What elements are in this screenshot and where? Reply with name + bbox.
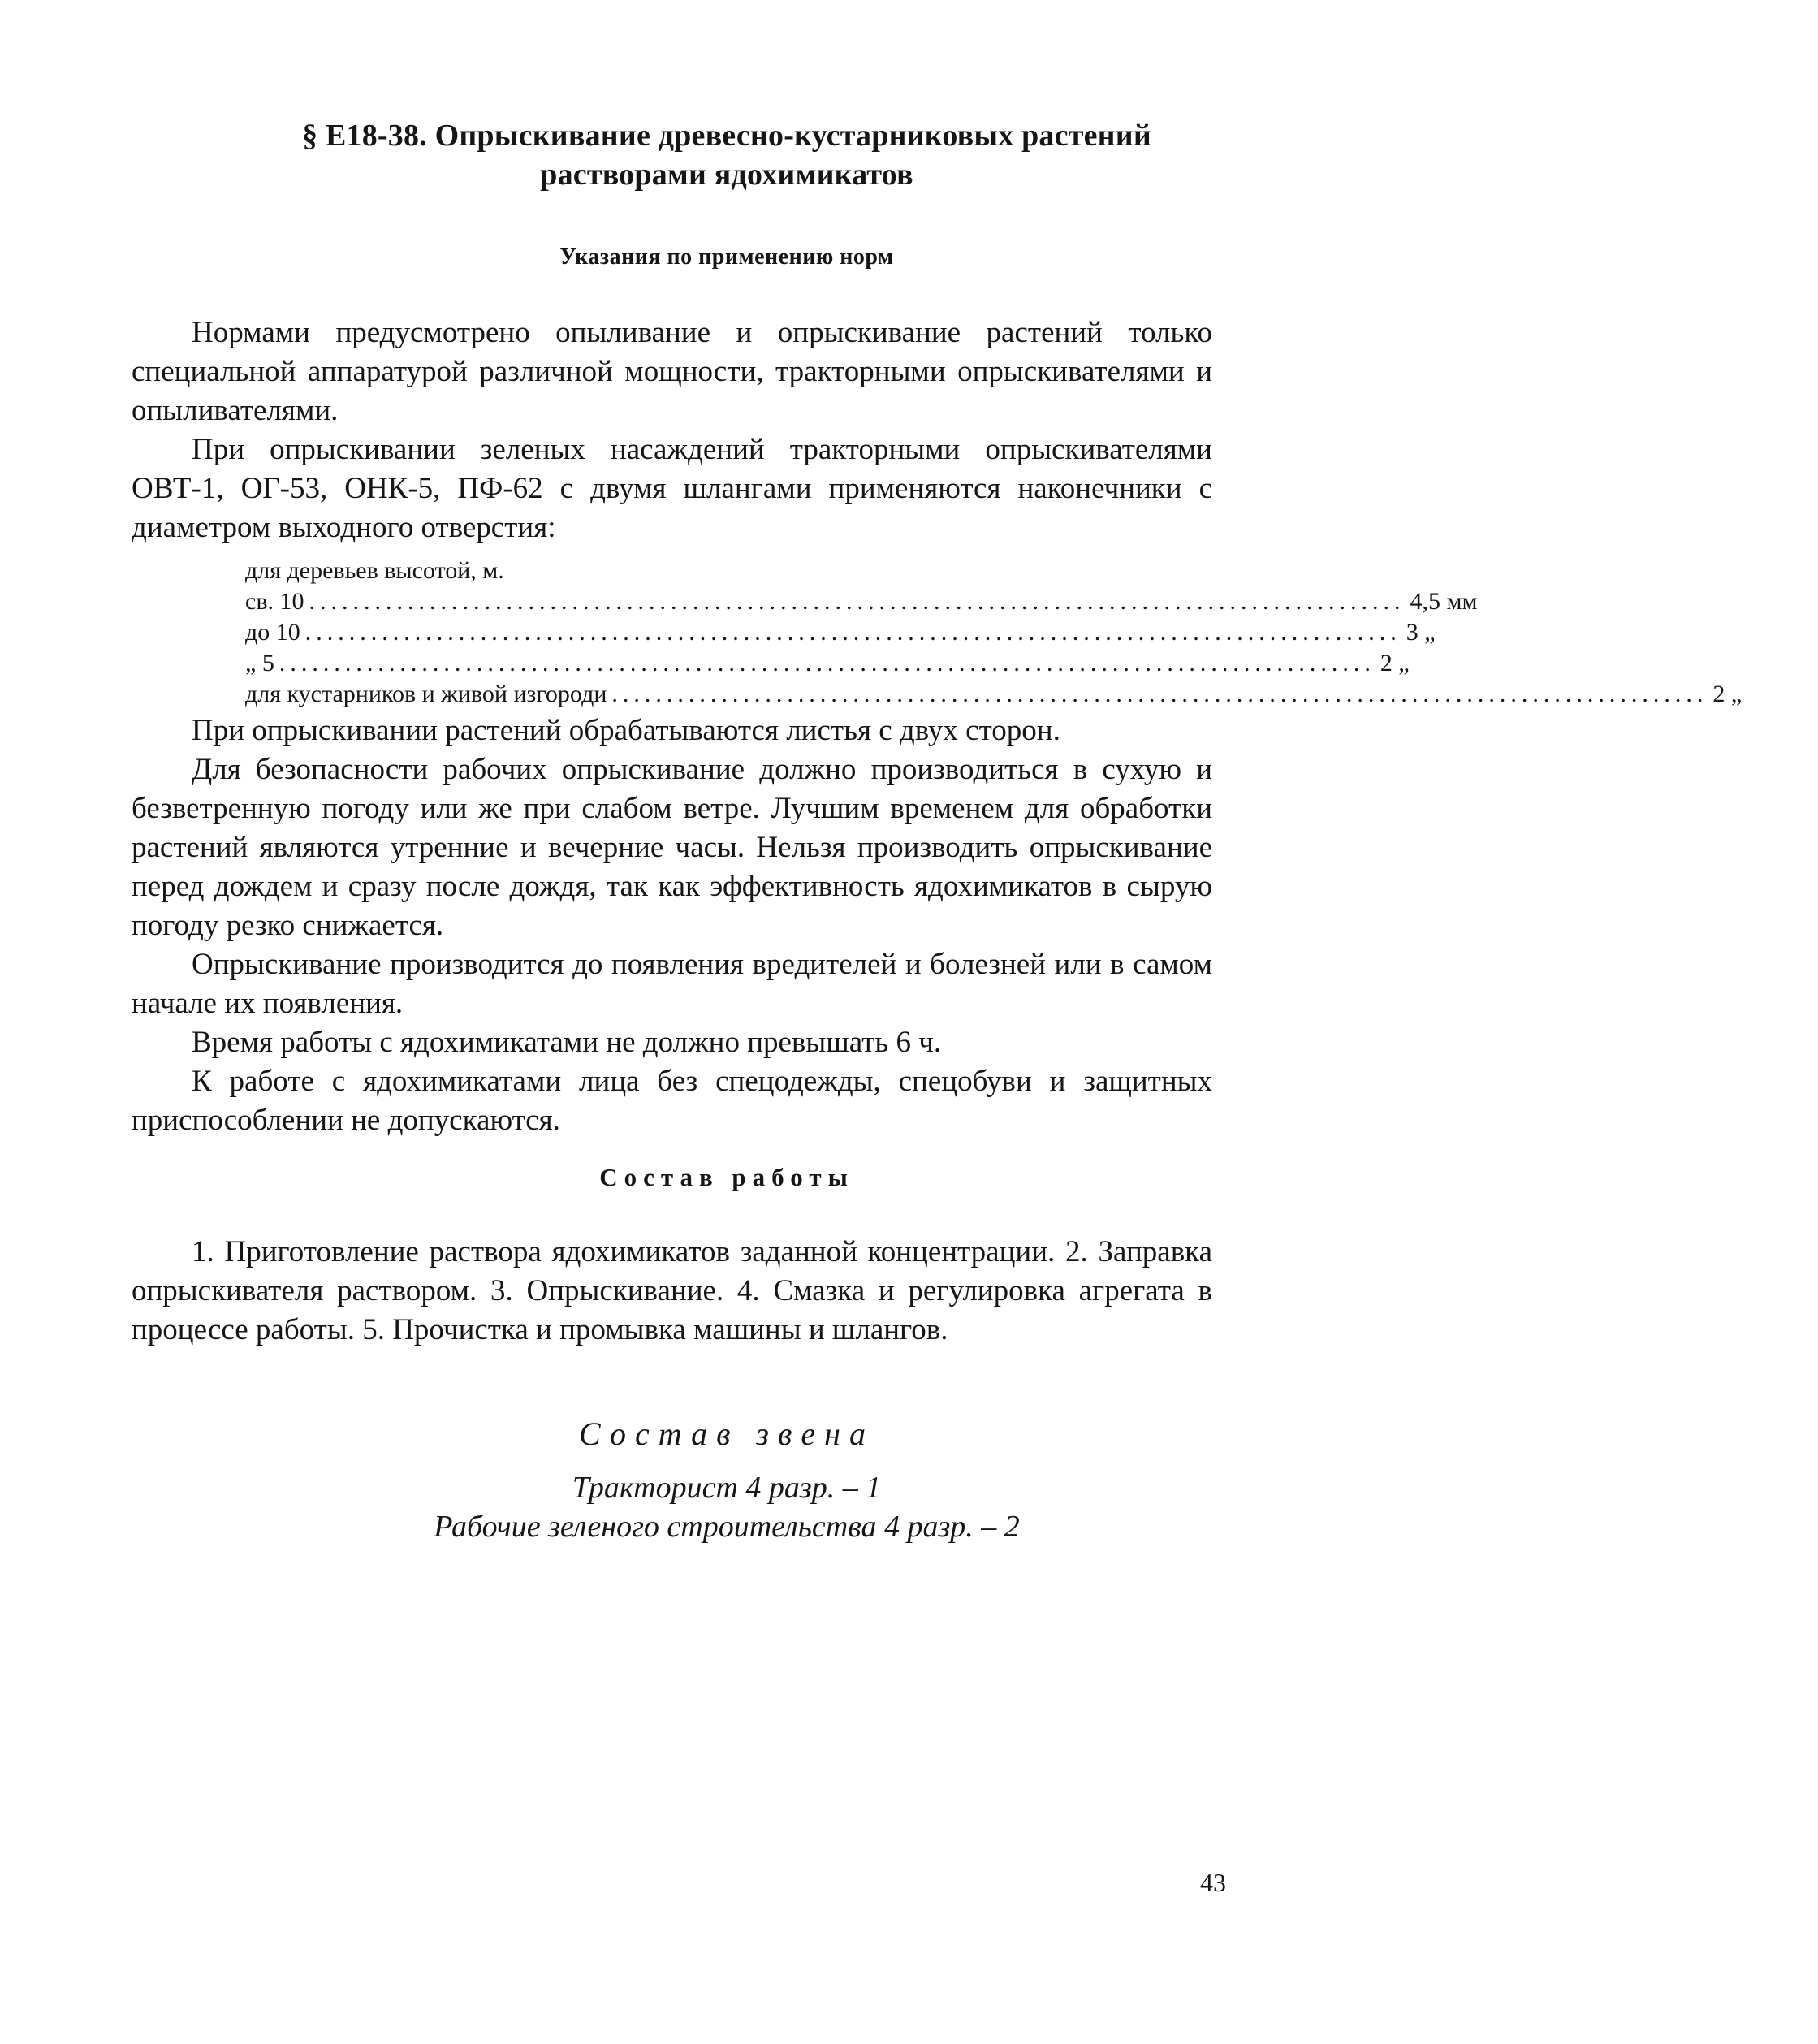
leader-dots: ....................................................................................................: [611, 681, 1708, 707]
table-row: [245, 679, 1742, 710]
row-label: „ 5: [245, 650, 274, 676]
row-label: до 10: [245, 619, 300, 646]
work-composition-title: Состав работы: [599, 1163, 854, 1191]
page-number: 43: [1200, 1868, 1226, 1897]
leader-dots: ....................................................................................................: [279, 650, 1375, 676]
table-row: [245, 586, 1478, 617]
rule-paragraph: Для безопасности рабочих опрыскивание должно производиться в сухую и безветренную погоду или же при слабом ветре. Лучшим временем для обработки растений являются утренние и вечерние часы. Нельзя производить опрыскивание перед дождем и сразу после дождя, так как эффективность ядохимикатов в сырую погоду резко снижается.: [132, 753, 1212, 942]
rule-paragraph: При опрыскивании растений обрабатываются листья с двух сторон.: [192, 714, 1060, 747]
guidelines-title: Указания по применению норм: [559, 244, 894, 270]
rule-paragraph: К работе с ядохимикатами лица без спецодежды, спецобуви и защитных приспособлении не допускаются.: [132, 1065, 1212, 1137]
intro-paragraph: Нормами предусмотрено опыливание и опрыскивание растений только специальной аппаратурой различной мощности, тракторными опрыскивателями и опыливателями.: [132, 316, 1212, 427]
row-value: 3 „: [1406, 619, 1436, 646]
intro-text-block: [132, 313, 1212, 547]
leader-dots: ....................................................................................................: [304, 619, 1401, 646]
table-header-row: [245, 555, 1098, 586]
crew-composition-title: Состав звена: [578, 1415, 874, 1452]
table-row: [245, 617, 1436, 648]
section-title-line-1: § Е18-38. Опрыскивание древесно-кустарниковых растений: [302, 119, 1151, 153]
row-label: для кустарников и живой изгороди: [245, 681, 607, 707]
table-header-label: для деревьев высотой, м.: [245, 557, 504, 584]
intro-paragraph: При опрыскивании зеленых насаждений тракторными опрыскивателями ОВТ-1, ОГ-53, ОНК-5, ПФ-62 с двумя шлангами применяются наконечники с диаметром выходного отверстия:: [132, 433, 1212, 544]
row-label: св. 10: [245, 588, 304, 615]
rule-paragraph: Опрыскивание производится до появления вредителей и болезней или в самом начале их появления.: [132, 948, 1212, 1020]
nozzle-diameter-table: [245, 555, 1742, 710]
work-composition-block: [132, 1233, 1212, 1350]
crew-member-line: Рабочие зеленого строительства 4 разр. – 2: [434, 1510, 1020, 1544]
table-row: [245, 648, 1410, 679]
row-value: 4,5 мм: [1410, 588, 1478, 615]
row-value: 2 „: [1712, 681, 1742, 707]
rules-text-block: [132, 711, 1212, 1140]
section-title-line-2: растворами ядохимикатов: [540, 158, 913, 192]
leader-dots: ....................................................................................................: [309, 588, 1406, 615]
rule-paragraph: Время работы с ядохимикатами не должно превышать 6 ч.: [192, 1026, 942, 1059]
work-composition-text: 1. Приготовление раствора ядохимикатов заданной концентрации. 2. Заправка опрыскивателя раствором. 3. Опрыскивание. 4. Смазка и регулировка агрегата в процессе работы. 5. Прочистка и промывка машины и шлангов.: [132, 1235, 1212, 1346]
row-value: 2 „: [1380, 650, 1410, 676]
crew-member-line: Тракторист 4 разр. – 1: [572, 1471, 882, 1505]
